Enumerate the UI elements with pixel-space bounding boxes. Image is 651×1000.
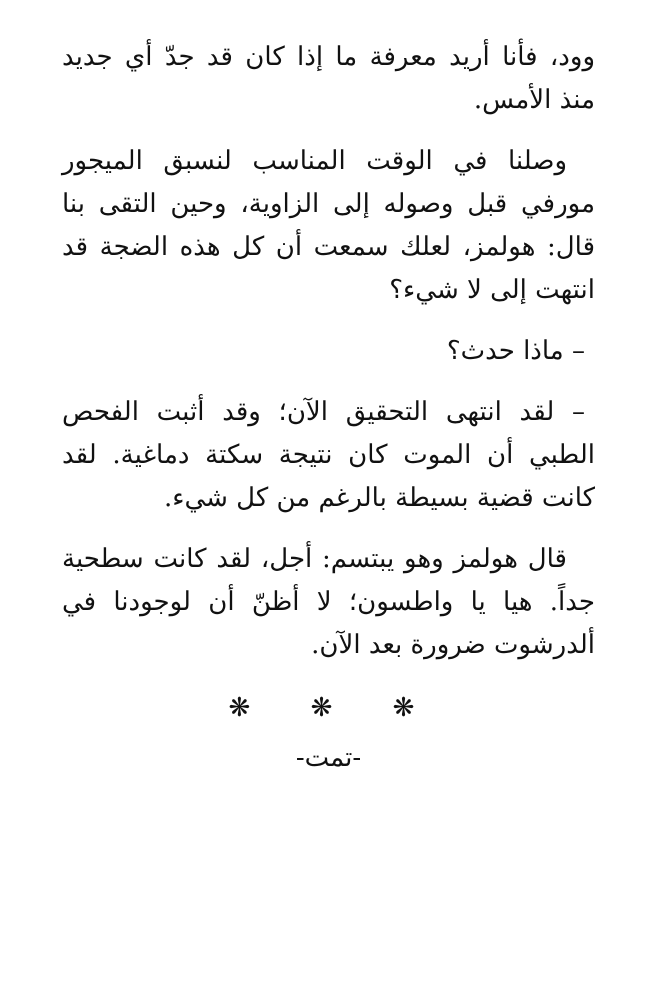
- paragraph-arrival: وصلنا في الوقت المناسب لنسبق الميجور مورفي قبل وصوله إلى الزاوية، وحين التقى بنا قال: هولمز، لعلك سمعت أن كل هذه الضجة قد انتهت إلى لا شيء؟: [62, 146, 595, 305]
- asterism-mark: ❋: [392, 693, 429, 723]
- asterism-mark: ❋: [228, 693, 265, 723]
- paragraph-question: – ماذا حدث؟: [446, 336, 585, 366]
- paragraph-continuation: وود، فأنا أريد معرفة ما إذا كان قد جدّ أي جديد منذ الأمس.: [62, 42, 595, 115]
- ending-label: -تمت-: [295, 743, 362, 773]
- asterism-mark: ❋: [310, 693, 347, 723]
- section-separator: [62, 693, 595, 723]
- paragraph-answer: – لقد انتهى التحقيق الآن؛ وقد أثبت الفحص الطبي أن الموت كان نتيجة سكتة دماغية. لقد كانت قضية بسيطة بالرغم من كل شيء.: [62, 397, 595, 513]
- paragraph-holmes-reply: قال هولمز وهو يبتسم: أجل، لقد كانت سطحية جداً. هيا يا واطسون؛ لا أظنّ أن لوجودنا في ألدرشوت ضرورة بعد الآن.: [62, 544, 595, 660]
